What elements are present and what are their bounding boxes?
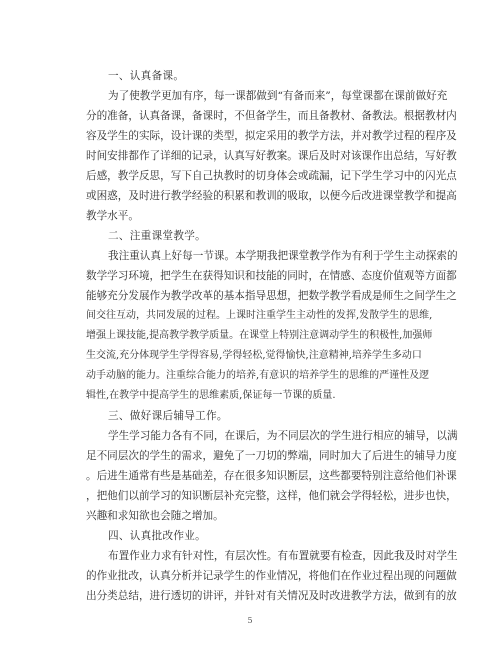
- paragraph-line: 辑性,在教学中提高学生的思维素质,保证每一节课的质量.: [86, 390, 336, 401]
- section-grade-homework: [86, 526, 458, 606]
- paragraph-line: 时间安排都作了详细的记录，认真写好教案。课后及时对该课作出总结，写好教: [86, 150, 457, 162]
- paragraph-line: ，把他们以前学习的知识断层补充完整，这样，他们就会学得轻松，进步也快，: [86, 490, 457, 502]
- paragraph-line: 教学水平。: [86, 210, 139, 222]
- section-heading: 一、认真备课。: [108, 70, 185, 82]
- paragraph-line: 学生学习能力各有不同，在课后，为不同层次的学生进行相应的辅导，以满: [108, 430, 458, 442]
- section-paragraph: [86, 86, 457, 226]
- paragraph-line: 能够充分发展作为教学改革的基本指导思想，把数学教学看成是师生之间学生之: [86, 290, 457, 302]
- paragraph-line: 生交流,充分体现学生学得容易,学得轻松,觉得愉快,注意精神,培养学生多动口: [86, 350, 422, 361]
- paragraph-line: 间交往互动，共同发展的过程。上课时注重学生主动性的发挥,发散学生的思维,: [86, 310, 433, 321]
- paragraph-line: 数学学习环境，把学生在获得知识和技能的同时，在情感、态度价值观等方面都: [86, 270, 457, 282]
- section-paragraph: [86, 246, 458, 406]
- page-number: 5: [247, 616, 253, 625]
- section-heading: 三、做好课后辅导工作。: [108, 410, 228, 422]
- paragraph-line: 的作业批改，认真分析并记录学生的作业情况，将他们在作业过程出现的问题做: [86, 570, 457, 582]
- paragraph-line: 兴趣和求知欲也会随之增加。: [86, 510, 224, 522]
- paragraph-line: 分的准备，认真备课，备课时，不但备学生，而且备教材、备教法。根据教材内: [86, 110, 457, 122]
- section-after-class-tutoring: [86, 406, 458, 526]
- paragraph-line: 增强上课技能,提高教学教学质量。在课堂上特别注意调动学生的积极性,加强师: [86, 330, 433, 341]
- paragraph-line: 动手动脑的能力。注重综合能力的培养,有意识的培养学生的思维的严谨性及逻: [86, 370, 430, 381]
- paragraph-line: 或困惑，及时进行教学经验的积累和教训的吸取，以便今后改进课堂教学和提高: [86, 190, 457, 202]
- section-heading: 二、注重课堂教学。: [108, 230, 207, 242]
- section-prepare-lessons: [86, 66, 457, 226]
- paragraph-line: 我注重认真上好每一节课。本学期我把课堂教学作为有利于学生主动探索的: [108, 250, 458, 262]
- document-body: [86, 66, 458, 606]
- paragraph-line: 布置作业力求有针对性，有层次性。有布置就要有检查，因此我及时对学生: [108, 550, 458, 562]
- paragraph-line: 后感，教学反思，写下自己执教时的切身体会或疏漏，记下学生学习中的闪光点: [86, 170, 457, 182]
- paragraph-line: 。后进生通常有些是基础差，存在很多知识断层，这些都要特别注意给他们补课: [86, 470, 457, 482]
- section-paragraph: [86, 546, 458, 606]
- paragraph-line: 足不同层次的学生的需求，避免了一刀切的弊端，同时加大了后进生的辅导力度: [86, 450, 457, 462]
- paragraph-line: 出分类总结，进行透切的讲评，并针对有关情况及时改进教学方法，做到有的放: [86, 590, 457, 602]
- section-heading: 四、认真批改作业。: [108, 530, 207, 542]
- paragraph-line: 为了使教学更加有序，每一课都做到“有备而来”，每堂课都在课前做好充: [108, 90, 448, 102]
- paragraph-line: 容及学生的实际，设计课的类型，拟定采用的教学方法，并对教学过程的程序及: [86, 130, 457, 142]
- section-classroom-teaching: [86, 226, 458, 406]
- section-paragraph: [86, 426, 458, 526]
